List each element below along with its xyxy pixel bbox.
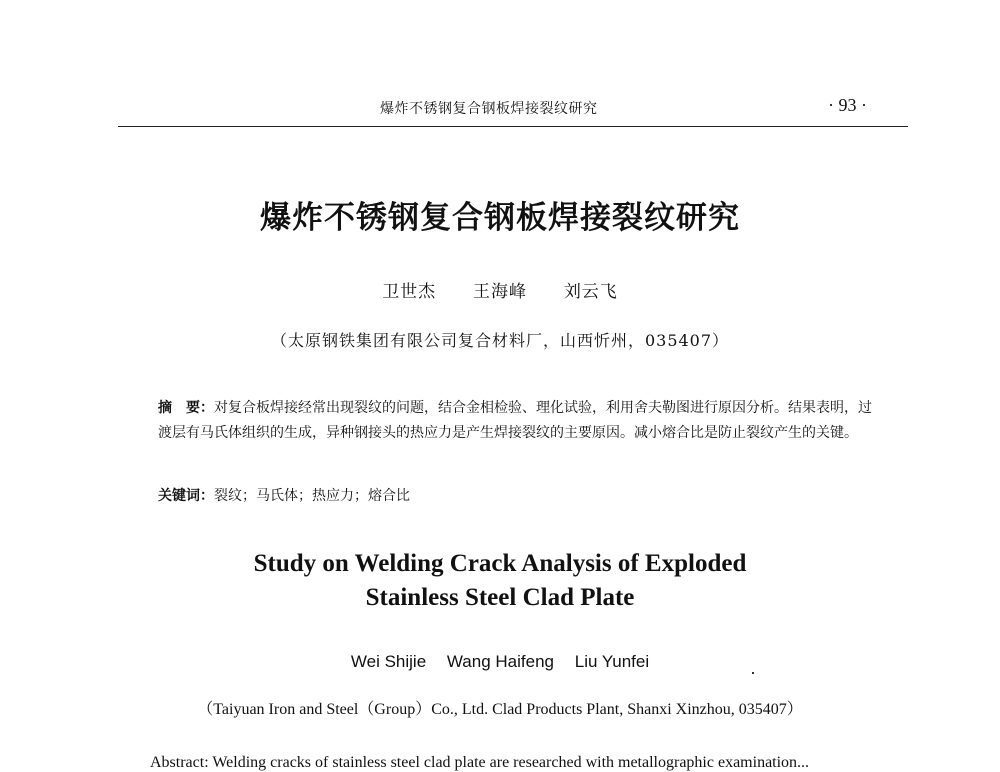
author-en: Wang Haifeng — [446, 652, 554, 671]
page-number: · 93 · — [828, 95, 867, 115]
keywords-cn — [158, 485, 410, 505]
keywords-label-cn: 关键词： — [158, 488, 214, 504]
author-cn: 刘云飞 — [563, 282, 618, 302]
author-en: Wei Shijie — [350, 652, 427, 671]
author-cn: 卫世杰 — [382, 282, 437, 302]
authors-en — [0, 652, 1000, 672]
paper-title-en-line1: Study on Welding Crack Analysis of Exploded — [253, 550, 747, 577]
header-rule — [118, 126, 908, 127]
abstract-label-cn: 摘 要： — [158, 400, 214, 416]
paper-title-cn: 爆炸不锈钢复合钢板焊接裂纹研究 — [260, 200, 740, 236]
scan-speck — [752, 672, 754, 674]
keywords-text-cn: 裂纹；马氏体；热应力；熔合比 — [214, 488, 410, 504]
paper-title-en-line2: Stainless Steel Clad Plate — [365, 584, 635, 611]
paper-title-en — [0, 547, 1000, 615]
abstract-text-cn: 对复合板焊接经常出现裂纹的问题，结合金相检验、理化试验，利用舍夫勒图进行原因分析。结果表明，过渡层有马氏体组织的生成，异种钢接头的热应力是产生焊接裂纹的主要原因。减小熔合比是防止裂纹产生的关键。 — [158, 400, 872, 441]
affiliation-cn: （太原钢铁集团有限公司复合材料厂，山西忻州，035407） — [270, 331, 730, 350]
abstract-cn — [158, 396, 878, 446]
running-title: 爆炸不锈钢复合钢板焊接裂纹研究 — [380, 101, 598, 117]
authors-cn — [0, 277, 1000, 302]
abstract-en-partial: Abstract: Welding cracks of stainless steel clad plate are researched with metallographic examination... — [150, 754, 810, 771]
author-en: Liu Yunfei — [574, 652, 650, 671]
author-cn: 王海峰 — [473, 282, 527, 302]
affiliation-en: （Taiyuan Iron and Steel（Group）Co., Ltd. Clad Products Plant, Shanxi Xinzhou, 035407） — [197, 701, 803, 718]
